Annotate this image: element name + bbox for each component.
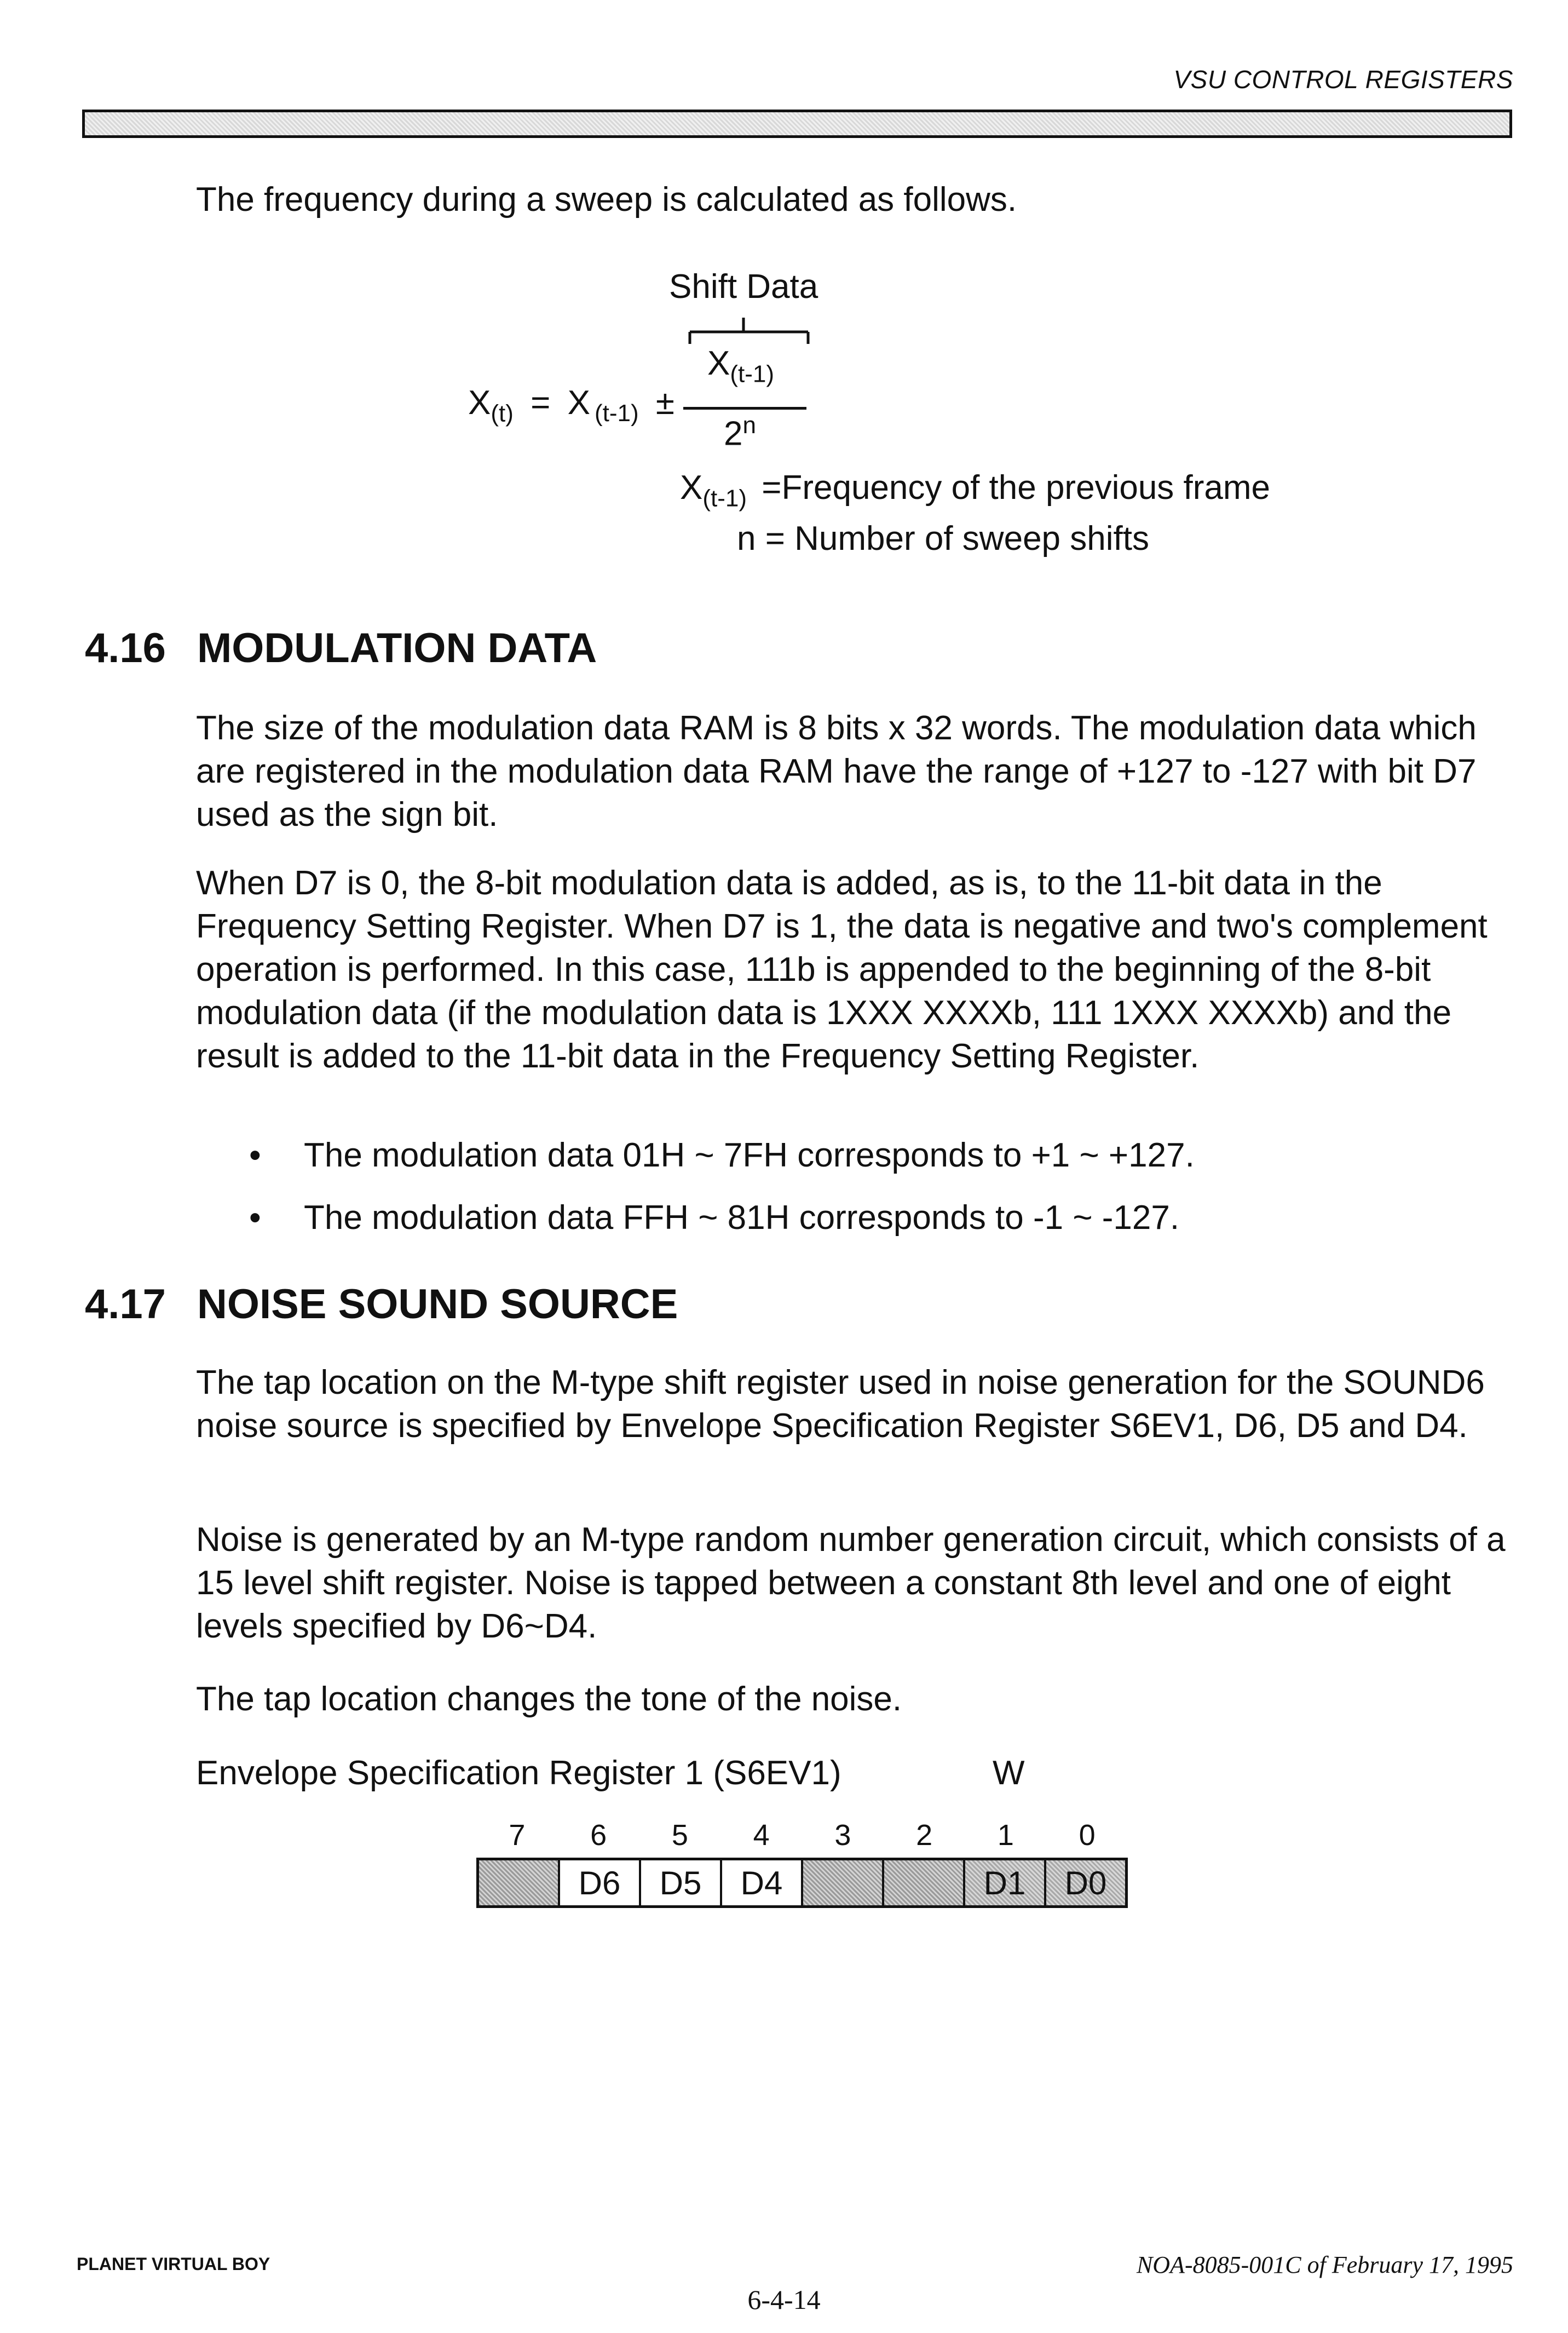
fraction-bar [683, 407, 806, 410]
bullet-item: • The modulation data FFH ~ 81H corresponds to -1 ~ -127. [304, 1196, 1454, 1240]
register-bit-cell [479, 1860, 560, 1905]
shift-bracket [684, 307, 816, 345]
sweep-formula [0, 0, 1568, 602]
modulation-bullets [304, 1134, 1454, 1259]
noise-paragraph-2: Noise is generated by an M-type random number generation circuit, which consists of a 15 level shift register. Noise is tapped between a constant 8th level and one of eight levels specified by D6~D4. [196, 1521, 1506, 1645]
bit-number: 3 [834, 1819, 851, 1852]
modulation-paragraph-2: When D7 is 0, the 8-bit modulation data is added, as is, to the 11-bit data in the Frequency Setting Register. When D7 is 1, the data is negative and two's complement operation is performed. In this case, 111b is appended to the beginning of the 8-bit modulation data (if the modulation data is 1XXX XXXXb, 111 1XXX XXXXb) and the result is added to the 11-bit data in the Frequency Setting Register. [196, 864, 1488, 1075]
formula-denominator: 2$^n$ [724, 412, 756, 453]
noise-paragraph-1: The tap location on the M-type shift register used in noise generation for the SOUND6 noise source is specified by Envelope Specification Register S6EV1, D6, D5 and D4. [196, 1364, 1485, 1445]
formula-lhs: $X_{(t)} = X$ $_{(t-1)}$ ± [468, 384, 675, 427]
footer-left-text: PLANET VIRTUAL BOY [77, 2254, 270, 2274]
bullet-item: • The modulation data 01H ~ 7FH corresponds to +1 ~ +127. [304, 1134, 1454, 1177]
shift-data-label: Shift Data [669, 268, 818, 306]
bit-number: 6 [590, 1819, 607, 1852]
bit-number: 1 [997, 1819, 1014, 1852]
register-bit-cell: D0 [1046, 1860, 1125, 1905]
register-mode: W [993, 1754, 1025, 1792]
definition-previous-frame: $X_{(t-1)}$ =Frequency of the previous frame [680, 469, 1271, 512]
bit-number: 5 [671, 1819, 688, 1852]
register-bit-cell [803, 1860, 884, 1905]
bit-number: 0 [1079, 1819, 1096, 1852]
intro-text: The frequency during a sweep is calculated as follows. [196, 181, 1017, 219]
header-title: VSU CONTROL REGISTERS [1173, 65, 1513, 94]
bit-number: 2 [916, 1819, 933, 1852]
register-bit-cell [884, 1860, 965, 1905]
footer-document-id: NOA-8085-001C of February 17, 1995 [1136, 2251, 1513, 2278]
register-bit-cell: D4 [722, 1860, 803, 1905]
register-bit-cell: D6 [560, 1860, 641, 1905]
register-bit-cell: D1 [965, 1860, 1046, 1905]
noise-paragraph-3: The tap location changes the tone of the noise. [196, 1680, 902, 1718]
section-heading-modulation: 4.16 MODULATION DATA [85, 625, 597, 671]
register-label: Envelope Specification Register 1 (S6EV1) [196, 1754, 841, 1792]
bit-number: 4 [753, 1819, 770, 1852]
modulation-paragraph-1: The size of the modulation data RAM is 8 bits x 32 words. The modulation data which are registered in the modulation data RAM have the range of +127 to -127 with bit D7 used as the sign bit. [196, 709, 1477, 834]
definition-sweep-shifts: n = Number of sweep shifts [737, 520, 1149, 558]
formula-numerator: $X_{(t-1)}$ [707, 344, 775, 388]
bit-number: 7 [509, 1819, 526, 1852]
register-bit-cell: D5 [641, 1860, 722, 1905]
register-label-row [196, 1751, 1510, 1795]
page-number: 6-4-14 [747, 2284, 821, 2315]
register-s6ev1-diagram [476, 1858, 1128, 1908]
register-bit-numbers [476, 1818, 1128, 1852]
section-heading-noise: 4.17 NOISE SOUND SOURCE [85, 1281, 678, 1328]
